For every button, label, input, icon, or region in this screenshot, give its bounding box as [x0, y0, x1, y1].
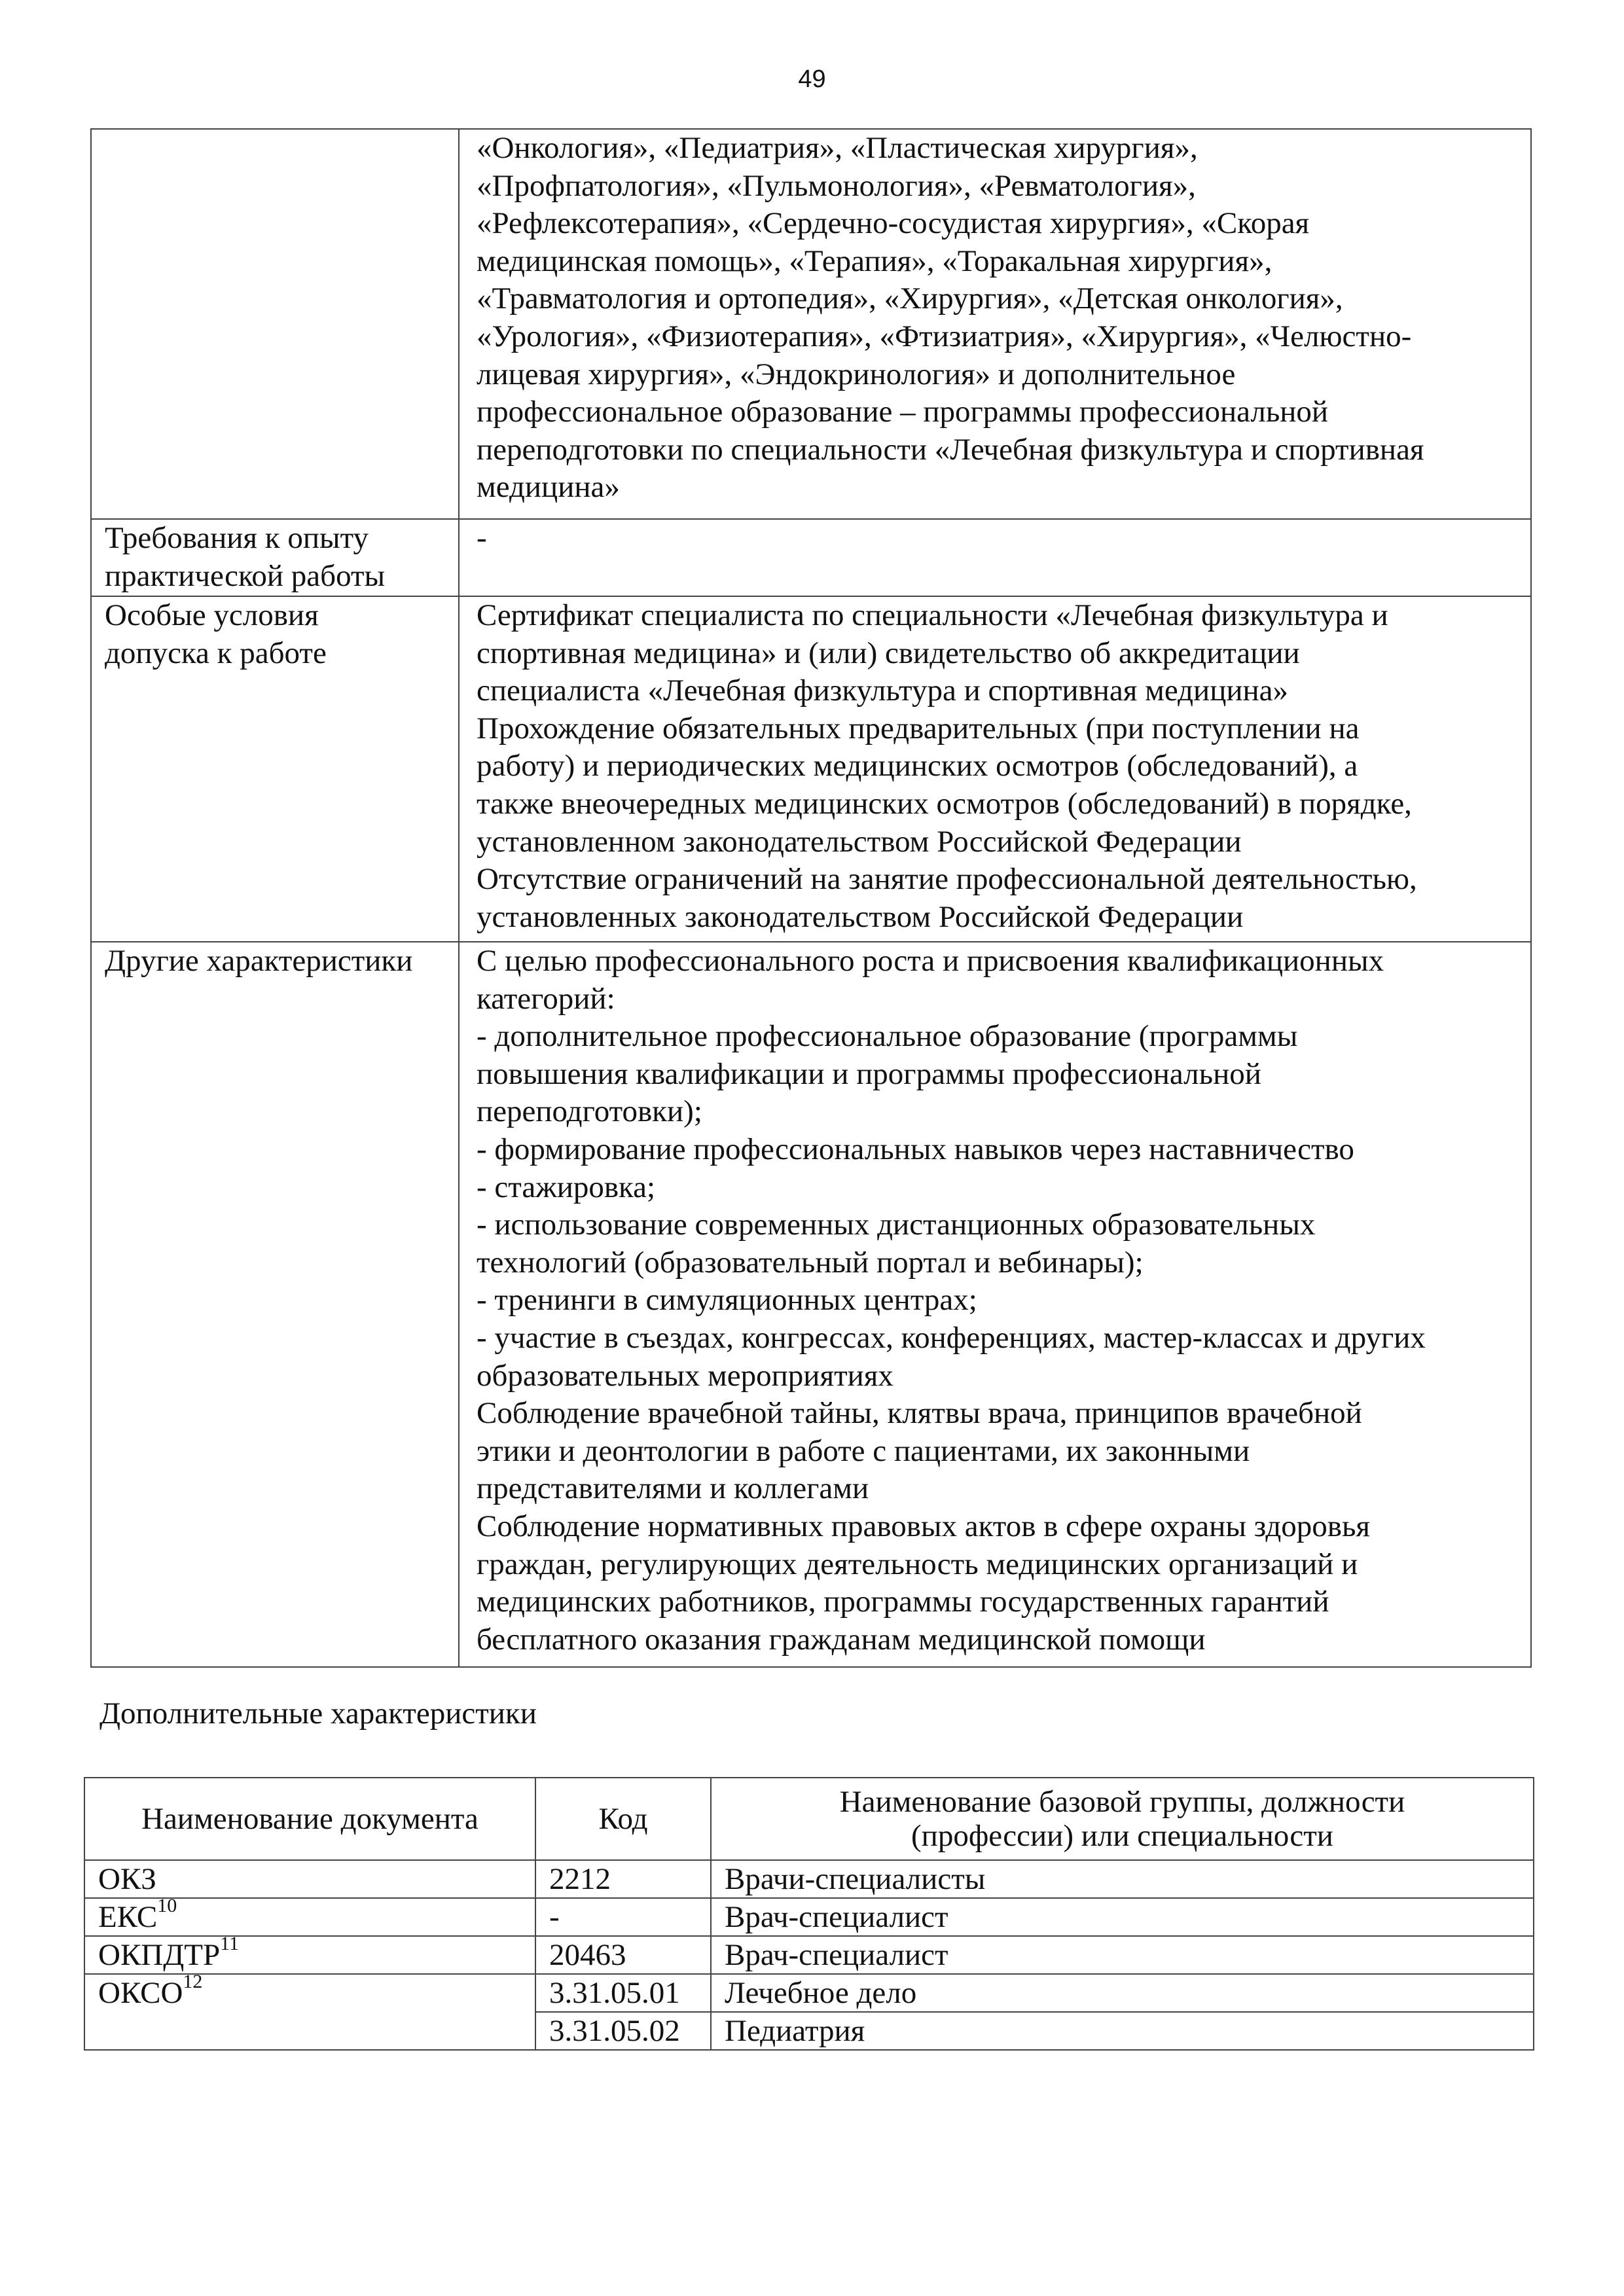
additional-characteristics-table — [84, 1777, 1534, 2051]
footnote-ref: 11 — [220, 1933, 240, 1955]
code-cell: 3.31.05.01 — [535, 1974, 711, 2012]
text-line: установленных законодательством Российской Федерации — [477, 899, 1244, 934]
doc-cell — [84, 1971, 535, 2050]
qualification-table — [90, 128, 1532, 1668]
text-line: установленном законодательством Российской Федерации — [477, 824, 1242, 859]
conditions-value-cell — [459, 596, 1531, 942]
text-line: медицина» — [477, 470, 620, 505]
text-line: «Онкология», «Педиатрия», «Пластическая хирургия», — [477, 131, 1198, 165]
text-line: Соблюдение нормативных правовых актов в сфере охраны здоровья — [477, 1509, 1371, 1543]
name-cell: Врачи-специалисты — [711, 1860, 1534, 1898]
text-line: «Травматология и ортопедия», «Хирургия», «Детская онкология», — [477, 281, 1343, 316]
text-line: переподготовки по специальности «Лечебная физкультура и спортивная — [477, 432, 1424, 467]
text-line: бесплатного оказания гражданам медицинской помощи — [477, 1622, 1206, 1657]
footnote-ref: 12 — [183, 1971, 203, 1993]
table-header-row — [84, 1778, 1534, 1860]
text-line: - тренинги в симуляционных центрах; — [477, 1283, 977, 1318]
page-number: 49 — [798, 65, 826, 93]
text-line: спортивная медицина» и (или) свидетельство об аккредитации — [477, 636, 1300, 670]
text-line: этики и деонтологии в работе с пациентами, их законными — [477, 1433, 1250, 1468]
text-line: специалиста «Лечебная физкультура и спортивная медицина» — [477, 673, 1289, 708]
footnote-ref: 10 — [157, 1895, 177, 1917]
text-line: профессиональное образование – программы профессиональной — [477, 395, 1329, 429]
text-line: Отсутствие ограничений на занятие профессиональной деятельностью, — [477, 862, 1417, 897]
text-line: - формирование профессиональных навыков через наставничество — [477, 1132, 1354, 1166]
header-group-line: Наименование базовой группы, должности — [839, 1785, 1405, 1819]
text-line: - использование современных дистанционных образовательных — [477, 1208, 1316, 1242]
doc-name: ОКЗ — [98, 1862, 156, 1896]
table-row-other — [91, 942, 1531, 1667]
experience-label-cell — [91, 519, 459, 596]
label-cell-empty — [91, 129, 459, 519]
row-label: практической работы — [105, 558, 386, 593]
doc-name: ЕКС — [98, 1900, 158, 1934]
row-label: Особые условия — [105, 598, 319, 632]
text-line: «Урология», «Физиотерапия», «Фтизиатрия», «Хирургия», «Челюстно- — [477, 319, 1412, 353]
text-line: медицинских работников, программы государственных гарантий — [477, 1585, 1329, 1619]
text-line: Прохождение обязательных предварительных (при поступлении на — [477, 711, 1360, 745]
header-group-line: (профессии) или специальности — [911, 1819, 1333, 1853]
text-line: медицинская помощь», «Терапия», «Торакальная хирургия», — [477, 243, 1272, 278]
code-cell: - — [535, 1898, 711, 1936]
table-row — [84, 1898, 1534, 1936]
text-line: граждан, регулирующих деятельность медицинских организаций и — [477, 1547, 1358, 1581]
name-cell: Врач-специалист — [711, 1898, 1534, 1936]
section-title: Дополнительные характеристики — [99, 1696, 537, 1731]
text-line: - участие в съездах, конгрессах, конференциях, мастер-классах и других — [477, 1320, 1426, 1355]
text-line: - дополнительное профессиональное образование (программы — [477, 1019, 1298, 1054]
doc-name: ОКПДТР — [98, 1938, 221, 1972]
header-doc: Наименование документа — [84, 1778, 535, 1860]
header-code: Код — [535, 1778, 711, 1860]
table-row — [84, 1974, 1534, 2012]
text-line: - — [477, 521, 487, 555]
row-label: Требования к опыту — [105, 521, 369, 555]
table-row-specialties — [91, 129, 1531, 519]
text-line: лицевая хирургия», «Эндокринология» и дополнительное — [477, 357, 1236, 391]
doc-cell — [84, 1860, 535, 1898]
code-cell: 2212 — [535, 1860, 711, 1898]
text-line: категорий: — [477, 981, 615, 1016]
other-label-cell — [91, 942, 459, 1667]
table-row — [84, 1936, 1534, 1974]
text-line: - стажировка; — [477, 1170, 656, 1204]
text-line: работу) и периодических медицинских осмотров (обследований), а — [477, 749, 1358, 783]
text-line: «Рефлексотерапия», «Сердечно-сосудистая хирургия», «Скорая — [477, 206, 1310, 241]
text-line: переподготовки); — [477, 1094, 702, 1129]
doc-cell — [84, 1895, 535, 1936]
name-cell: Педиатрия — [711, 2012, 1534, 2050]
code-cell: 20463 — [535, 1936, 711, 1974]
text-line: технологий (образовательный портал и вебинары); — [477, 1245, 1144, 1280]
text-line: образовательных мероприятиях — [477, 1358, 893, 1393]
header-group — [711, 1778, 1534, 1860]
row-label: Другие характеристики — [105, 944, 413, 978]
text-line: Соблюдение врачебной тайны, клятвы врача, принципов врачебной — [477, 1396, 1362, 1431]
table-row-experience — [91, 519, 1531, 596]
doc-name: ОКСО — [98, 1976, 183, 2010]
table-row — [84, 1860, 1534, 1898]
name-cell: Врач-специалист — [711, 1936, 1534, 1974]
specialties-cell — [459, 129, 1531, 519]
name-cell: Лечебное дело — [711, 1974, 1534, 2012]
conditions-label-cell — [91, 596, 459, 942]
text-line: также внеочередных медицинских осмотров (обследований) в порядке, — [477, 786, 1412, 821]
text-line: представителями и коллегами — [477, 1471, 869, 1506]
other-value-cell — [459, 942, 1531, 1667]
text-line: «Профпатология», «Пульмонология», «Ревматология», — [477, 168, 1196, 203]
text-line: С целью профессионального роста и присвоения квалификационных — [477, 944, 1384, 978]
row-label: допуска к работе — [105, 636, 327, 670]
table-row-conditions — [91, 596, 1531, 942]
text-line: повышения квалификации и программы профессиональной — [477, 1056, 1261, 1091]
code-cell: 3.31.05.02 — [535, 2012, 711, 2050]
text-line: Сертификат специалиста по специальности «Лечебная физкультура и — [477, 598, 1388, 632]
experience-value-cell — [459, 519, 1531, 596]
doc-cell — [84, 1933, 535, 1974]
